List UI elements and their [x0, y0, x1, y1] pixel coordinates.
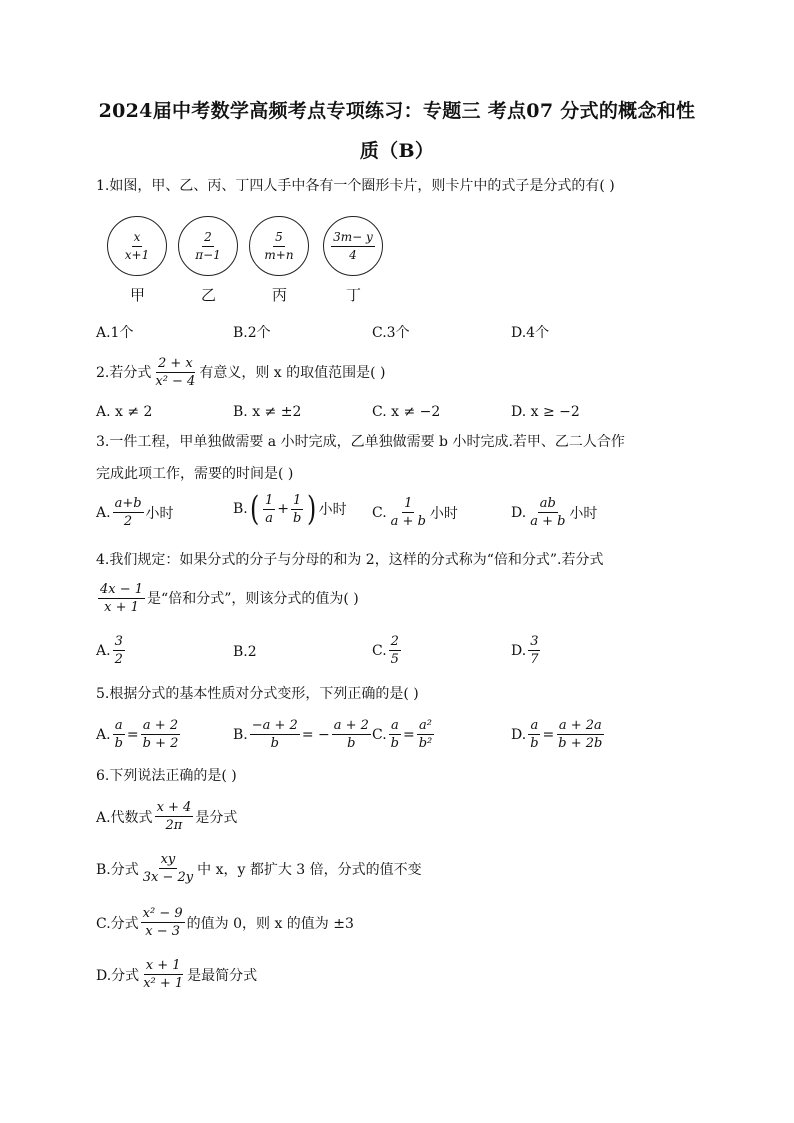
card-ding-fraction: $\frac{3m- y}{4}$ [333, 229, 373, 262]
q3-option-b[interactable]: B. ( $\frac{1}{a}$ + $\frac{1}{b}$ ) 小时 [233, 489, 347, 529]
q2-option-b[interactable]: B. x ≠ ±2 [233, 404, 302, 420]
card-jia-label: 甲 [130, 286, 146, 304]
q6-option-b[interactable]: B.分式 $\frac{xy}{3x - 2y}$ 中 x，y 都扩大 3 倍，分式的值不变 [96, 852, 422, 885]
question-4-line1: 4.我们规定：如果分式的分子与分母的和为 2，这样的分式称为“倍和分式”.若分式 [96, 552, 604, 568]
card-jia-fraction: $\frac{x}{x+1}$ [124, 229, 150, 262]
q4-option-a[interactable]: A. $\frac{3}{2}$ [96, 634, 123, 667]
question-2-text: 2.若分式 $\frac{2 + x}{\text{x² − 4}}$ 有意义，则 x 的取值范围是( ) [96, 356, 386, 389]
q1-option-c[interactable]: C.3个 [372, 325, 410, 341]
q4-option-d[interactable]: D. $\frac{3}{7}$ [511, 634, 539, 667]
q4-option-c[interactable]: C. $\frac{2}{5}$ [372, 634, 399, 667]
q2-fraction: $\frac{2 + x}{\text{x² − 4}}$ [155, 356, 196, 389]
card-ding-label: 丁 [346, 286, 362, 304]
page-title-line1: 2024届中考数学高频考点专项练习：专题三 考点07 分式的概念和性 [98, 100, 696, 122]
q6-option-c[interactable]: C.分式 $\frac{\text{x² − 9}}{x - 3}$ 的值为 0，则 x 的值为 ±3 [96, 906, 354, 939]
q4-fraction: $\frac{4x - 1}{x + 1}$ [100, 582, 144, 615]
card-bing-label: 丙 [272, 286, 288, 304]
card-bing [249, 216, 309, 276]
q5-option-d[interactable]: D. $\frac{a}{b}$ = $\frac{a + 2a}{b + 2b}$ [511, 718, 603, 751]
q3-option-a[interactable]: A. $\frac{a+b}{2}$ 小时 [96, 496, 174, 529]
q2-option-c[interactable]: C. x ≠ −2 [372, 404, 441, 420]
page-title-line2: 质（B） [359, 140, 435, 162]
question-3-line2: 完成此项工作，需要的时间是( ) [96, 466, 294, 482]
q2-option-d[interactable]: D. x ≥ −2 [511, 404, 580, 420]
q3-option-d[interactable]: D. $\frac{ab}{a + b}$ 小时 [511, 496, 598, 529]
q5-option-a[interactable]: A. $\frac{a}{b}$ = $\frac{a + 2}{b + 2}$ [96, 718, 179, 751]
q3-option-c[interactable]: C. $\frac{1}{a + b}$ 小时 [372, 496, 458, 529]
card-yi-fraction: $\frac{2}{\pi-1}$ [195, 229, 221, 262]
card-ding [323, 216, 383, 276]
q1-option-a[interactable]: A.1个 [96, 325, 134, 341]
card-yi [178, 216, 238, 276]
q2-option-a[interactable]: A. x ≠ 2 [96, 404, 153, 420]
question-5-text: 5.根据分式的基本性质对分式变形，下列正确的是( ) [96, 686, 419, 702]
question-6-text: 6.下列说法正确的是( ) [96, 768, 237, 784]
q5-option-b[interactable]: B. $\frac{-a + 2}{b}$ = − $\frac{a + 2}{b}$ [233, 718, 369, 751]
q1-option-d[interactable]: D.4个 [511, 325, 550, 341]
q6-option-a[interactable]: A.代数式 $\frac{x + 4}{2\pi}$ 是分式 [96, 800, 238, 833]
card-jia [107, 216, 167, 276]
q5-option-c[interactable]: C. $\frac{a}{b}$ = $\frac{\text{a²}}{\text{b²}}$ [372, 718, 433, 751]
q6-option-d[interactable]: D.分式 $\frac{x + 1}{\text{x² + 1}}$ 是最简分式 [96, 958, 258, 991]
question-3-line1: 3.一件工程，甲单独做需要 a 小时完成，乙单独做需要 b 小时完成.若甲、乙二人合作 [96, 434, 625, 450]
q1-option-b[interactable]: B.2个 [233, 325, 271, 341]
card-bing-fraction: $\frac{5}{m+n}$ [264, 229, 294, 262]
card-yi-label: 乙 [201, 286, 217, 304]
question-1-text: 1.如图，甲、乙、丙、丁四人手中各有一个圈形卡片，则卡片中的式子是分式的有( ) [96, 178, 615, 194]
q4-option-b[interactable]: B.2 [233, 644, 257, 660]
question-4-line2: $\frac{4x - 1}{x + 1}$ 是“倍和分式”，则该分式的值为( ) [100, 582, 359, 615]
